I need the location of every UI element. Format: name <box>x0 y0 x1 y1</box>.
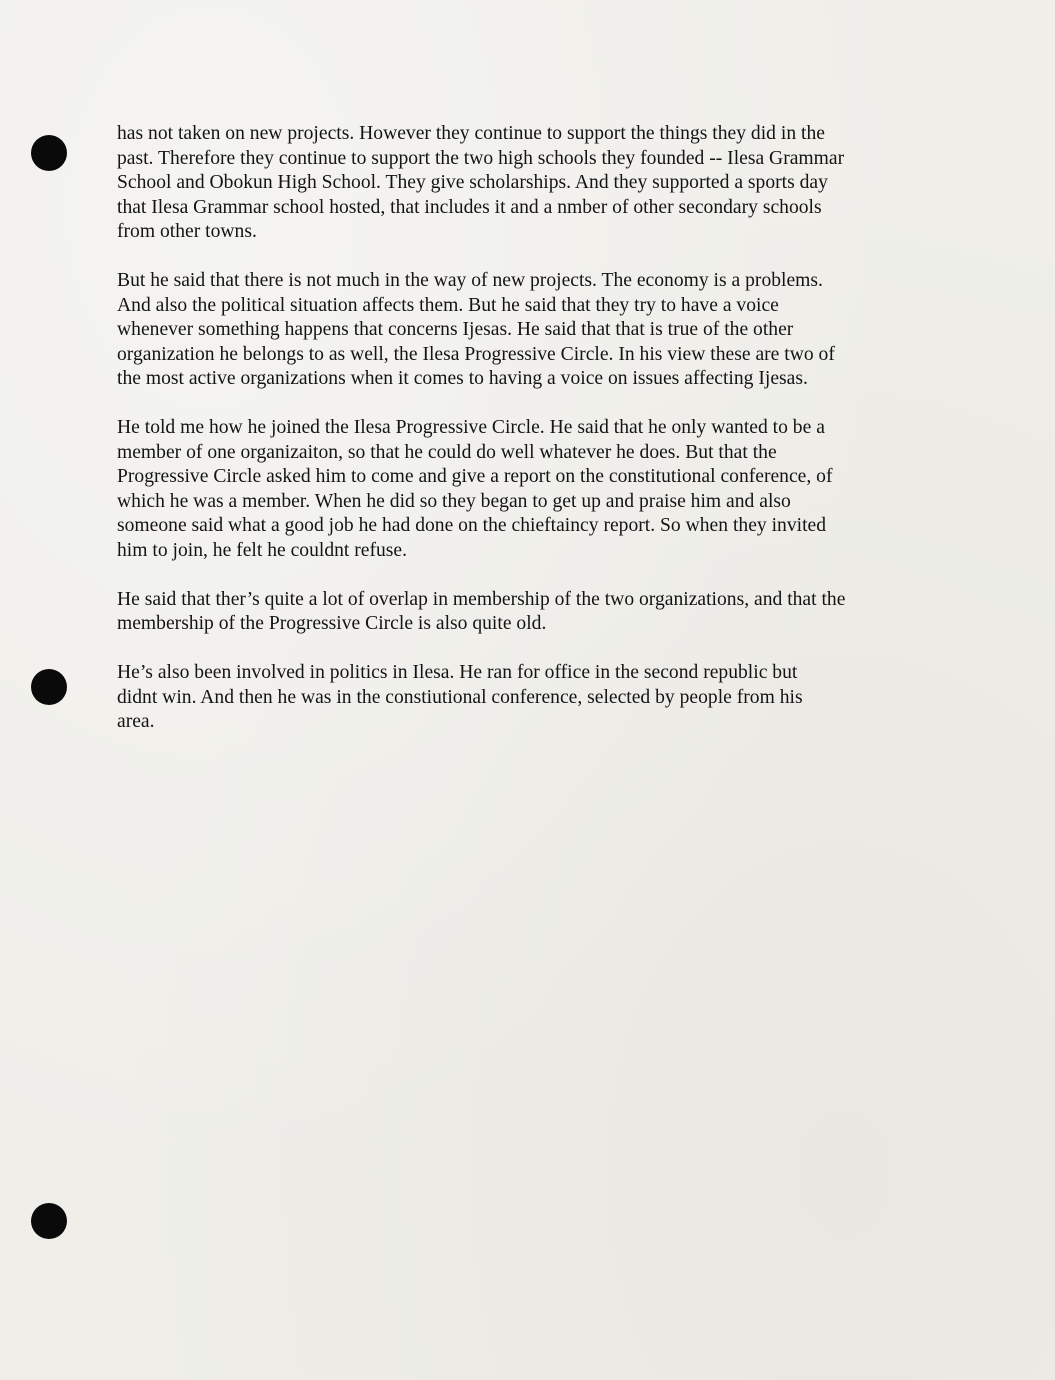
punch-hole-middle <box>31 669 67 705</box>
text-line: someone said what a good job he had done on the chieftaincy report. So when they invited <box>117 515 827 536</box>
punch-hole-top <box>31 135 67 171</box>
punch-hole-bottom <box>31 1203 67 1239</box>
text-line: past. Therefore they continue to support the two high schools they founded -- Ilesa Grammar <box>117 147 845 169</box>
text-line: But he said that there is not much in the way of new projects. The economy is a problems. <box>117 270 823 291</box>
text-line: him to join, he felt he couldnt refuse. <box>117 539 408 561</box>
paragraph-4 <box>117 588 947 637</box>
text-line: member of one organizaiton, so that he could do well whatever he does. But that the <box>117 441 777 463</box>
text-line: from other towns. <box>117 221 257 242</box>
text-line: the most active organizations when it comes to having a voice on issues affecting Ijesas. <box>117 368 808 389</box>
paragraph-1 <box>117 122 947 245</box>
text-line: organization he belongs to as well, the Ilesa Progressive Circle. In his view these are two of <box>117 343 835 365</box>
text-line: He said that ther’s quite a lot of overlap in membership of the two organizations, and that the <box>117 588 846 610</box>
text-line: that Ilesa Grammar school hosted, that includes it and a nmber of other secondary schools <box>117 196 822 218</box>
text-line: which he was a member. When he did so they began to get up and praise him and also <box>117 490 791 512</box>
text-line: didnt win. And then he was in the constiutional conference, selected by people from his <box>117 686 803 708</box>
paragraph-3 <box>117 416 947 563</box>
paragraph-5 <box>117 661 947 735</box>
text-line: whenever something happens that concerns Ijesas. He said that that is true of the other <box>117 319 794 340</box>
text-line: has not taken on new projects. However they continue to support the things they did in the <box>117 123 825 144</box>
text-line: He’s also been involved in politics in Ilesa. He ran for office in the second republic but <box>117 662 798 683</box>
text-line: membership of the Progressive Circle is also quite old. <box>117 613 547 634</box>
paragraph-2 <box>117 269 947 392</box>
text-line: He told me how he joined the Ilesa Progressive Circle. He said that he only wanted to be a <box>117 417 825 438</box>
text-line: School and Obokun High School. They give scholarships. And they supported a sports day <box>117 172 828 193</box>
text-line: area. <box>117 711 155 732</box>
text-line: Progressive Circle asked him to come and give a report on the constitutional conference, of <box>117 466 833 487</box>
document-body <box>117 122 947 759</box>
text-line: And also the political situation affects them. But he said that they try to have a voice <box>117 294 779 316</box>
